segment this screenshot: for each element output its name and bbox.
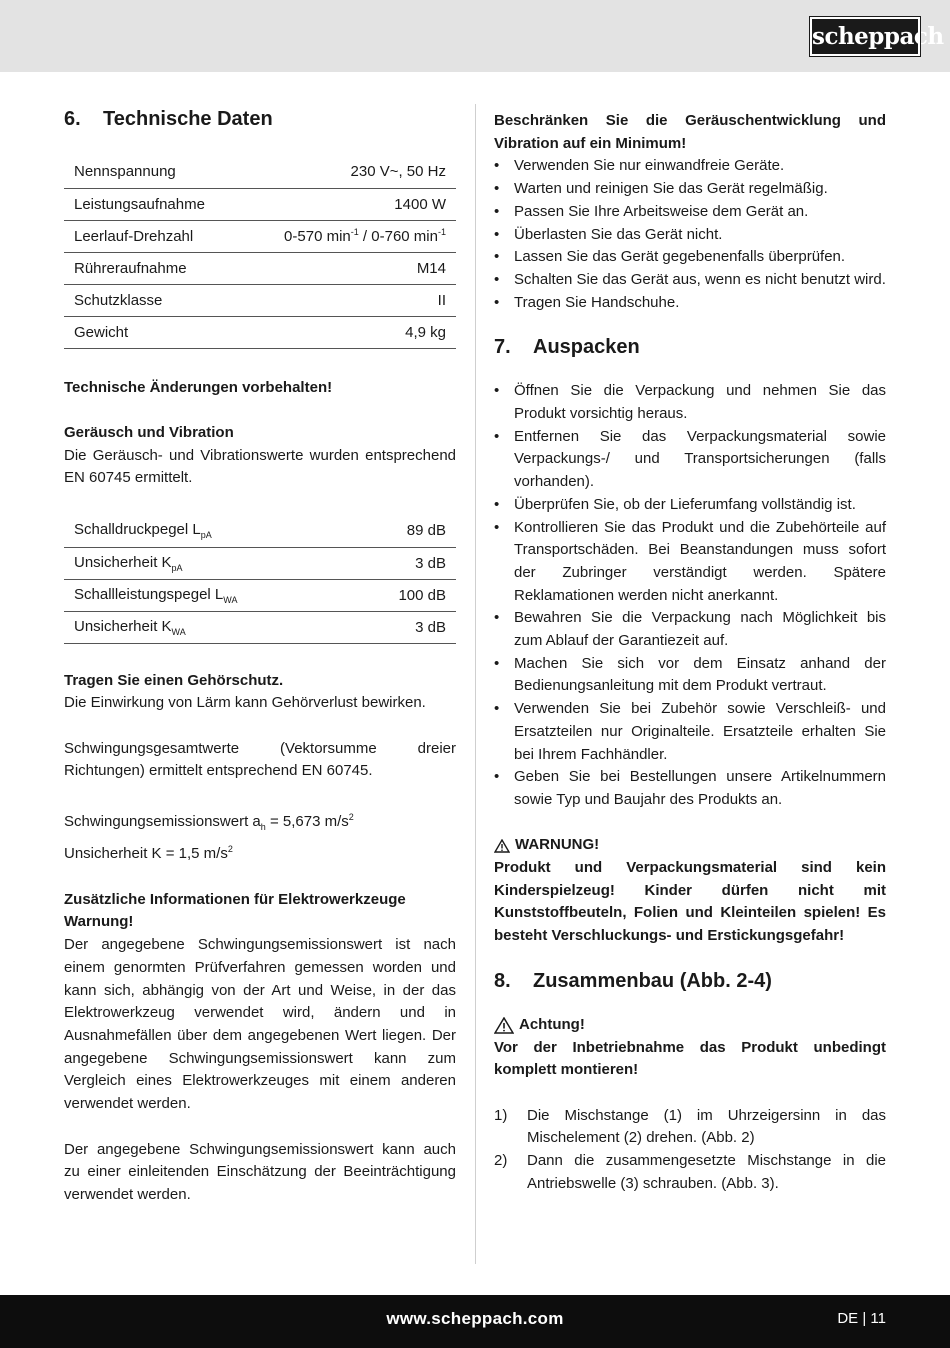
spec-label: Gewicht: [64, 316, 242, 348]
warning-heading: WARNUNG!: [494, 834, 886, 857]
vibration-total-text: Schwingungsgesamtwerte (Vektorsumme dreier Richtungen) ermittelt entsprechend EN 60745.: [64, 739, 456, 780]
spec-label: Schutzklasse: [64, 284, 242, 316]
attention-text: Vor der Inbetriebnahme das Produkt unbedingt komplett montieren!: [494, 1038, 886, 1079]
left-column: [64, 106, 456, 1207]
table-row: [64, 156, 456, 188]
noise-value: 100 dB: [351, 579, 457, 611]
table-row: [64, 220, 456, 252]
spec-label: Leistungsaufnahme: [64, 188, 242, 220]
limit-heading: Beschränken Sie die Geräuschentwicklung und Vibration auf ein Minimum!: [494, 112, 886, 152]
noise-label: Unsicherheit $K_{WA}$: [64, 611, 351, 643]
extra-info-text-1: Der angegebene Schwingungsemissionswert ist nach einem genormten Prüfverfahren gemessen worden und kann sich, abhängig von der Art und Weise, in der das Elektrowerkzeug verwendet wird, ändern und in Ausnahmefällen über dem angegebenen Wert liegen. Der angegebene Schwingungsemissionswert kann zum Vergleich eines Elektrowerkzeuges mit einem anderen verwendet werden.: [64, 936, 456, 1113]
spec-value: 0-570 $\min^{-1} / 0-760$ $\min^{-1}$: [242, 220, 456, 252]
list-item: 2) Dann die zusammengesetzte Mischstange in die Antriebswelle (3) schrauben. (Abb. 3).: [494, 1152, 886, 1192]
hearing-heading: Tragen Sie einen Gehörschutz.: [64, 671, 284, 689]
noise-value: 3 dB: [351, 547, 457, 579]
emission-value: Schwingungsemissionswert $a_h = 5,673$ $m/s^2$: [64, 811, 354, 832]
noise-label: Schalldruckpegel $L_{pA}$: [64, 515, 351, 547]
table-row: [64, 611, 456, 643]
table-row: [64, 252, 456, 284]
spec-value: 4,9 kg: [242, 316, 456, 348]
list-item: • Öffnen Sie die Verpackung und nehmen Sie das Produkt vorsichtig heraus.: [494, 382, 886, 423]
warning-label: Warnung!: [64, 913, 134, 931]
assembly-steps: [494, 1105, 886, 1196]
page-number: DE | 11: [837, 1310, 886, 1327]
noise-label: Unsicherheit $K_{pA}$: [64, 547, 351, 579]
list-item: • Geben Sie bei Bestellungen unsere Artikelnummern sowie Typ und Baujahr des Produkts an.: [494, 768, 886, 808]
list-item: • Überprüfen Sie, ob der Lieferumfang vollständig ist.: [494, 495, 856, 513]
uncertainty-value: Unsicherheit K = 1,5 $m/s^2$: [64, 844, 233, 863]
list-item: • Bewahren Sie die Verpackung nach Möglichkeit bis zum Ablauf der Garantiezeit auf.: [494, 609, 886, 650]
section-8-heading: 8. Zusammenbau (Abb. 2-4): [494, 969, 772, 992]
spec-value: 230 V~, 50 Hz: [242, 156, 456, 188]
list-item: • Machen Sie sich vor dem Einsatz anhand der Bedienungsanleitung mit dem Produkt vertraut.: [494, 654, 886, 695]
right-column: [494, 110, 886, 1196]
noise-table: [64, 515, 456, 644]
attention-heading: Achtung!: [494, 1014, 886, 1037]
noise-value: 89 dB: [351, 515, 457, 547]
list-item: • Kontrollieren Sie das Produkt und die Zubehörteile auf Transportschäden. Bei Beanstandungen muss sofort der Zubringer verständigt werden. Spätere Reklamationen werden nicht anerkannt.: [494, 518, 886, 604]
list-item: • Schalten Sie das Gerät aus, wenn es nicht benutzt wird.: [494, 270, 886, 288]
table-row: [64, 515, 456, 547]
table-row: [64, 188, 456, 220]
brand-logo: scheppach: [810, 17, 920, 56]
spec-value: M14: [242, 252, 456, 284]
section-7-heading: 7. Auspacken: [494, 336, 640, 359]
list-item: • Überlasten Sie das Gerät nicht.: [494, 225, 723, 243]
list-item: • Entfernen Sie das Verpackungsmaterial sowie Verpackungs-/ und Transportsicherungen (falls vorhanden).: [494, 427, 886, 491]
section-6-heading: 6. Technische Daten: [64, 108, 273, 130]
list-item: • Warten und reinigen Sie das Gerät regelmäßig.: [494, 180, 828, 198]
noise-heading: Geräusch und Vibration: [64, 423, 234, 441]
list-item: • Verwenden Sie nur einwandfreie Geräte.: [494, 157, 785, 175]
noise-text: Die Geräusch- und Vibrationswerte wurden entsprechend EN 60745 ermittelt.: [64, 446, 456, 487]
spec-label: Leerlauf-Drehzahl: [64, 220, 242, 252]
warning-triangle-icon: [494, 839, 510, 853]
header-band: [0, 0, 950, 72]
limit-list: [494, 155, 886, 314]
footer-url[interactable]: www.scheppach.com: [386, 1309, 564, 1328]
noise-value: 3 dB: [351, 611, 457, 643]
list-item: • Verwenden Sie bei Zubehör sowie Verschleiß- und Ersatzteilen nur Originalteile. Ersatzteile erhalten Sie bei Ihrem Fachhändler.: [494, 700, 886, 763]
changes-note: Technische Änderungen vorbehalten!: [64, 378, 333, 396]
list-item: • Tragen Sie Handschuhe.: [494, 293, 680, 311]
warning-text: Produkt und Verpackungsmaterial sind kein Kinderspielzeug! Kinder dürfen nicht mit Kunststoffbeuteln, Folien und Kleinteilen spielen! Es besteht Verschluckungs- und Erstickungsgefahr!: [494, 859, 886, 945]
footer-bar: [0, 1295, 950, 1348]
table-row: [64, 316, 456, 348]
spec-label: Nennspannung: [64, 156, 242, 188]
table-row: [64, 284, 456, 316]
spec-label: Rühreraufnahme: [64, 252, 242, 284]
warning-triangle-icon: [494, 1017, 514, 1034]
hearing-text: Die Einwirkung von Lärm kann Gehörverlust bewirken.: [64, 694, 426, 712]
unpack-list: [494, 380, 886, 811]
extra-info-text-2: Der angegebene Schwingungsemissionswert kann auch zu einer einleitenden Einschätzung der Beeinträchtigung verwendet werden.: [64, 1140, 456, 1203]
noise-label: Schallleistungspegel $L_{WA}$: [64, 579, 351, 611]
list-item: 1) Die Mischstange (1) im Uhrzeigersinn in das Mischelement (2) drehen. (Abb. 2): [494, 1106, 886, 1147]
spec-value: 1400 W: [242, 188, 456, 220]
column-divider: [475, 104, 476, 1264]
table-row: [64, 547, 456, 579]
extra-info-heading: Zusätzliche Informationen für Elektrowerkzeuge: [64, 890, 406, 908]
list-item: • Passen Sie Ihre Arbeitsweise dem Gerät an.: [494, 202, 809, 220]
table-row: [64, 579, 456, 611]
list-item: • Lassen Sie das Gerät gegebenenfalls überprüfen.: [494, 248, 846, 266]
spec-table: [64, 156, 456, 349]
spec-value: II: [242, 284, 456, 316]
